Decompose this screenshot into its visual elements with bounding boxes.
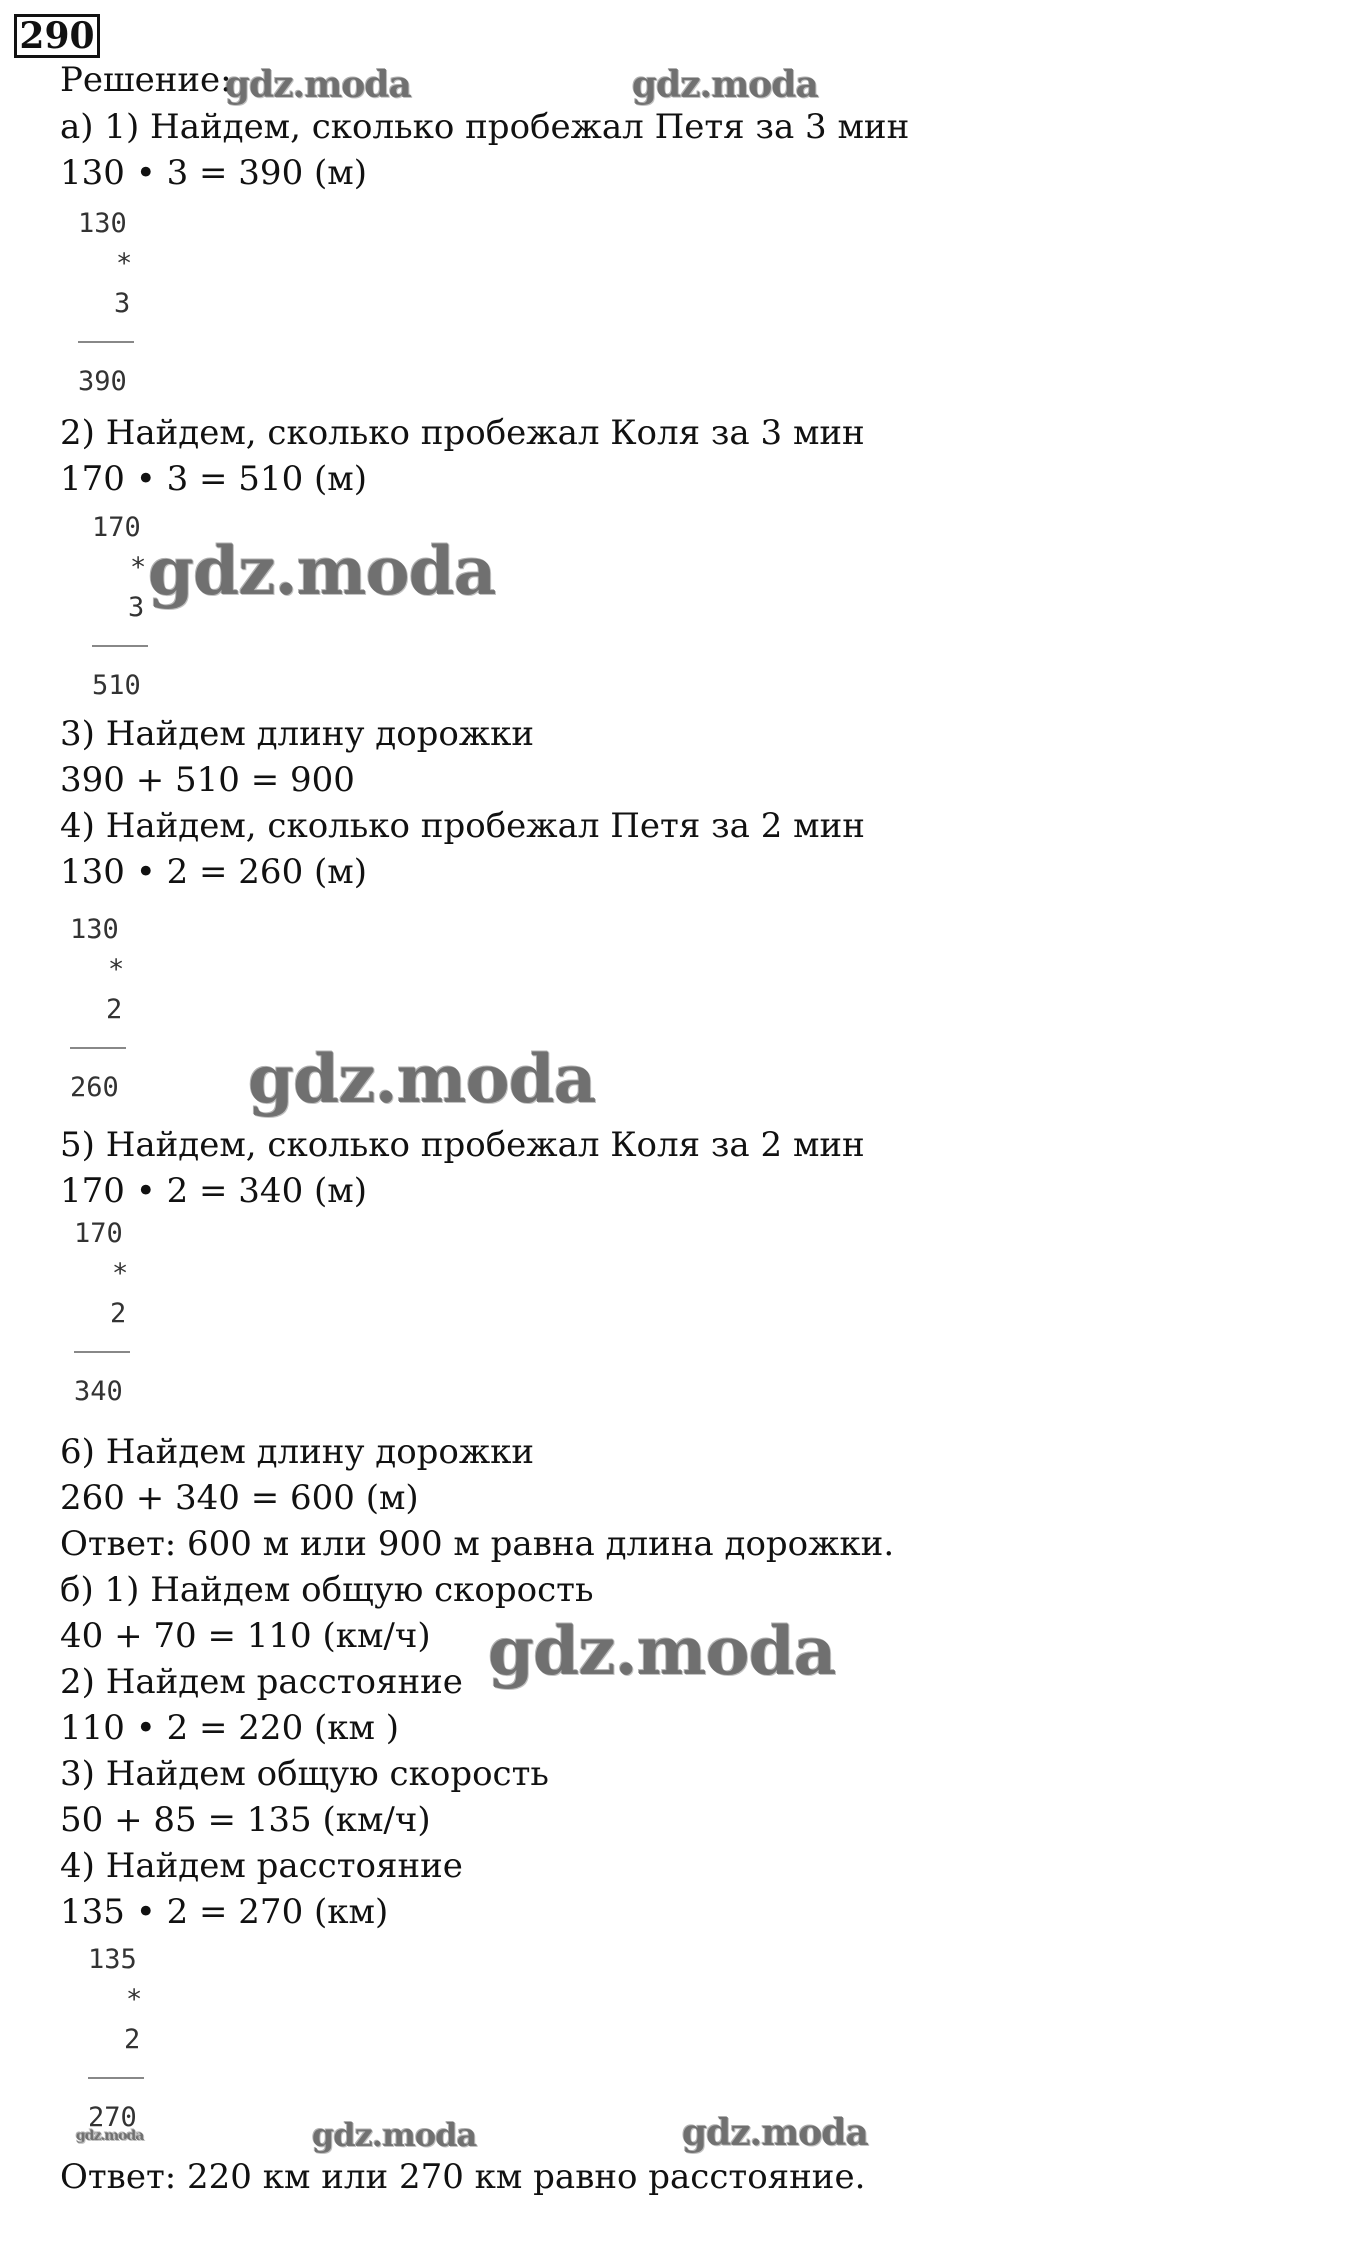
step-b4-equation: 135 • 2 = 270 (км) [60, 1892, 389, 1932]
column-result: 510 [92, 670, 141, 701]
column-multiplier: 3 [114, 288, 131, 319]
column-top: 130 [78, 208, 127, 239]
column-result: 260 [70, 1072, 119, 1103]
step-b4: 4) Найдем расстояние [60, 1846, 463, 1886]
step-a4: 4) Найдем, сколько пробежал Петя за 2 мин [60, 806, 865, 846]
column-top: 170 [74, 1218, 123, 1249]
step-a5: 5) Найдем, сколько пробежал Коля за 2 мин [60, 1125, 865, 1165]
watermark-logo: gdz.moda [682, 2112, 868, 2154]
column-top: 170 [92, 512, 141, 543]
step-a6-equation: 260 + 340 = 600 (м) [60, 1478, 419, 1518]
column-operator: * [116, 248, 133, 279]
step-a2-equation: 170 • 3 = 510 (м) [60, 459, 367, 499]
column-multiplier: 2 [110, 1298, 127, 1329]
step-b1-equation: 40 + 70 = 110 (км/ч) [60, 1616, 431, 1656]
column-rule [92, 645, 148, 647]
column-top: 130 [70, 914, 119, 945]
watermark-logo: gdz.moda [632, 64, 818, 106]
step-b2: 2) Найдем расстояние [60, 1662, 463, 1702]
step-b2-equation: 110 • 2 = 220 (км ) [60, 1708, 400, 1748]
step-a3: 3) Найдем длину дорожки [60, 714, 535, 754]
column-operator: * [112, 1258, 129, 1289]
step-b3: 3) Найдем общую скорость [60, 1754, 549, 1794]
column-multiplier: 2 [106, 994, 123, 1025]
step-a3-equation: 390 + 510 = 900 [60, 760, 355, 800]
column-multiplication-4 [74, 1218, 164, 1418]
watermark-logo: gdz.moda [248, 1040, 596, 1118]
column-result: 340 [74, 1376, 123, 1407]
column-multiplier: 2 [124, 2024, 141, 2055]
step-a4-equation: 130 • 2 = 260 (м) [60, 852, 367, 892]
column-multiplication-1 [78, 208, 168, 408]
watermark-logo: gdz.moda [312, 2116, 477, 2154]
answer-a: Ответ: 600 м или 900 м равна длина дорожки. [60, 1524, 895, 1564]
step-a1-equation: 130 • 3 = 390 (м) [60, 153, 367, 193]
watermark-logo: gdz.moda [225, 64, 411, 106]
task-number: 290 [14, 14, 100, 58]
step-a1: а) 1) Найдем, сколько пробежал Петя за 3 мин [60, 107, 910, 147]
step-b3-equation: 50 + 85 = 135 (км/ч) [60, 1800, 431, 1840]
column-rule [88, 2077, 144, 2079]
column-operator: * [130, 552, 147, 583]
answer-b: Ответ: 220 км или 270 км равно расстояние. [60, 2157, 866, 2197]
column-rule [74, 1351, 130, 1353]
column-multiplier: 3 [128, 592, 145, 623]
step-a2: 2) Найдем, сколько пробежал Коля за 3 мин [60, 413, 865, 453]
column-rule [78, 341, 134, 343]
column-top: 135 [88, 1944, 137, 1975]
step-b1: б) 1) Найдем общую скорость [60, 1570, 594, 1610]
column-multiplication-5 [88, 1944, 178, 2144]
column-multiplication-3 [70, 914, 160, 1114]
watermark-logo: gdz.moda [76, 2128, 144, 2144]
watermark-logo: gdz.moda [488, 1612, 836, 1690]
column-result: 270 [88, 2102, 137, 2133]
column-operator: * [108, 954, 125, 985]
step-a6: 6) Найдем длину дорожки [60, 1432, 535, 1472]
column-result: 390 [78, 366, 127, 397]
column-rule [70, 1047, 126, 1049]
watermark-logo: gdz.moda [148, 532, 496, 610]
step-a5-equation: 170 • 2 = 340 (м) [60, 1171, 367, 1211]
column-operator: * [126, 1984, 143, 2015]
solution-label: Решение: [60, 60, 232, 100]
